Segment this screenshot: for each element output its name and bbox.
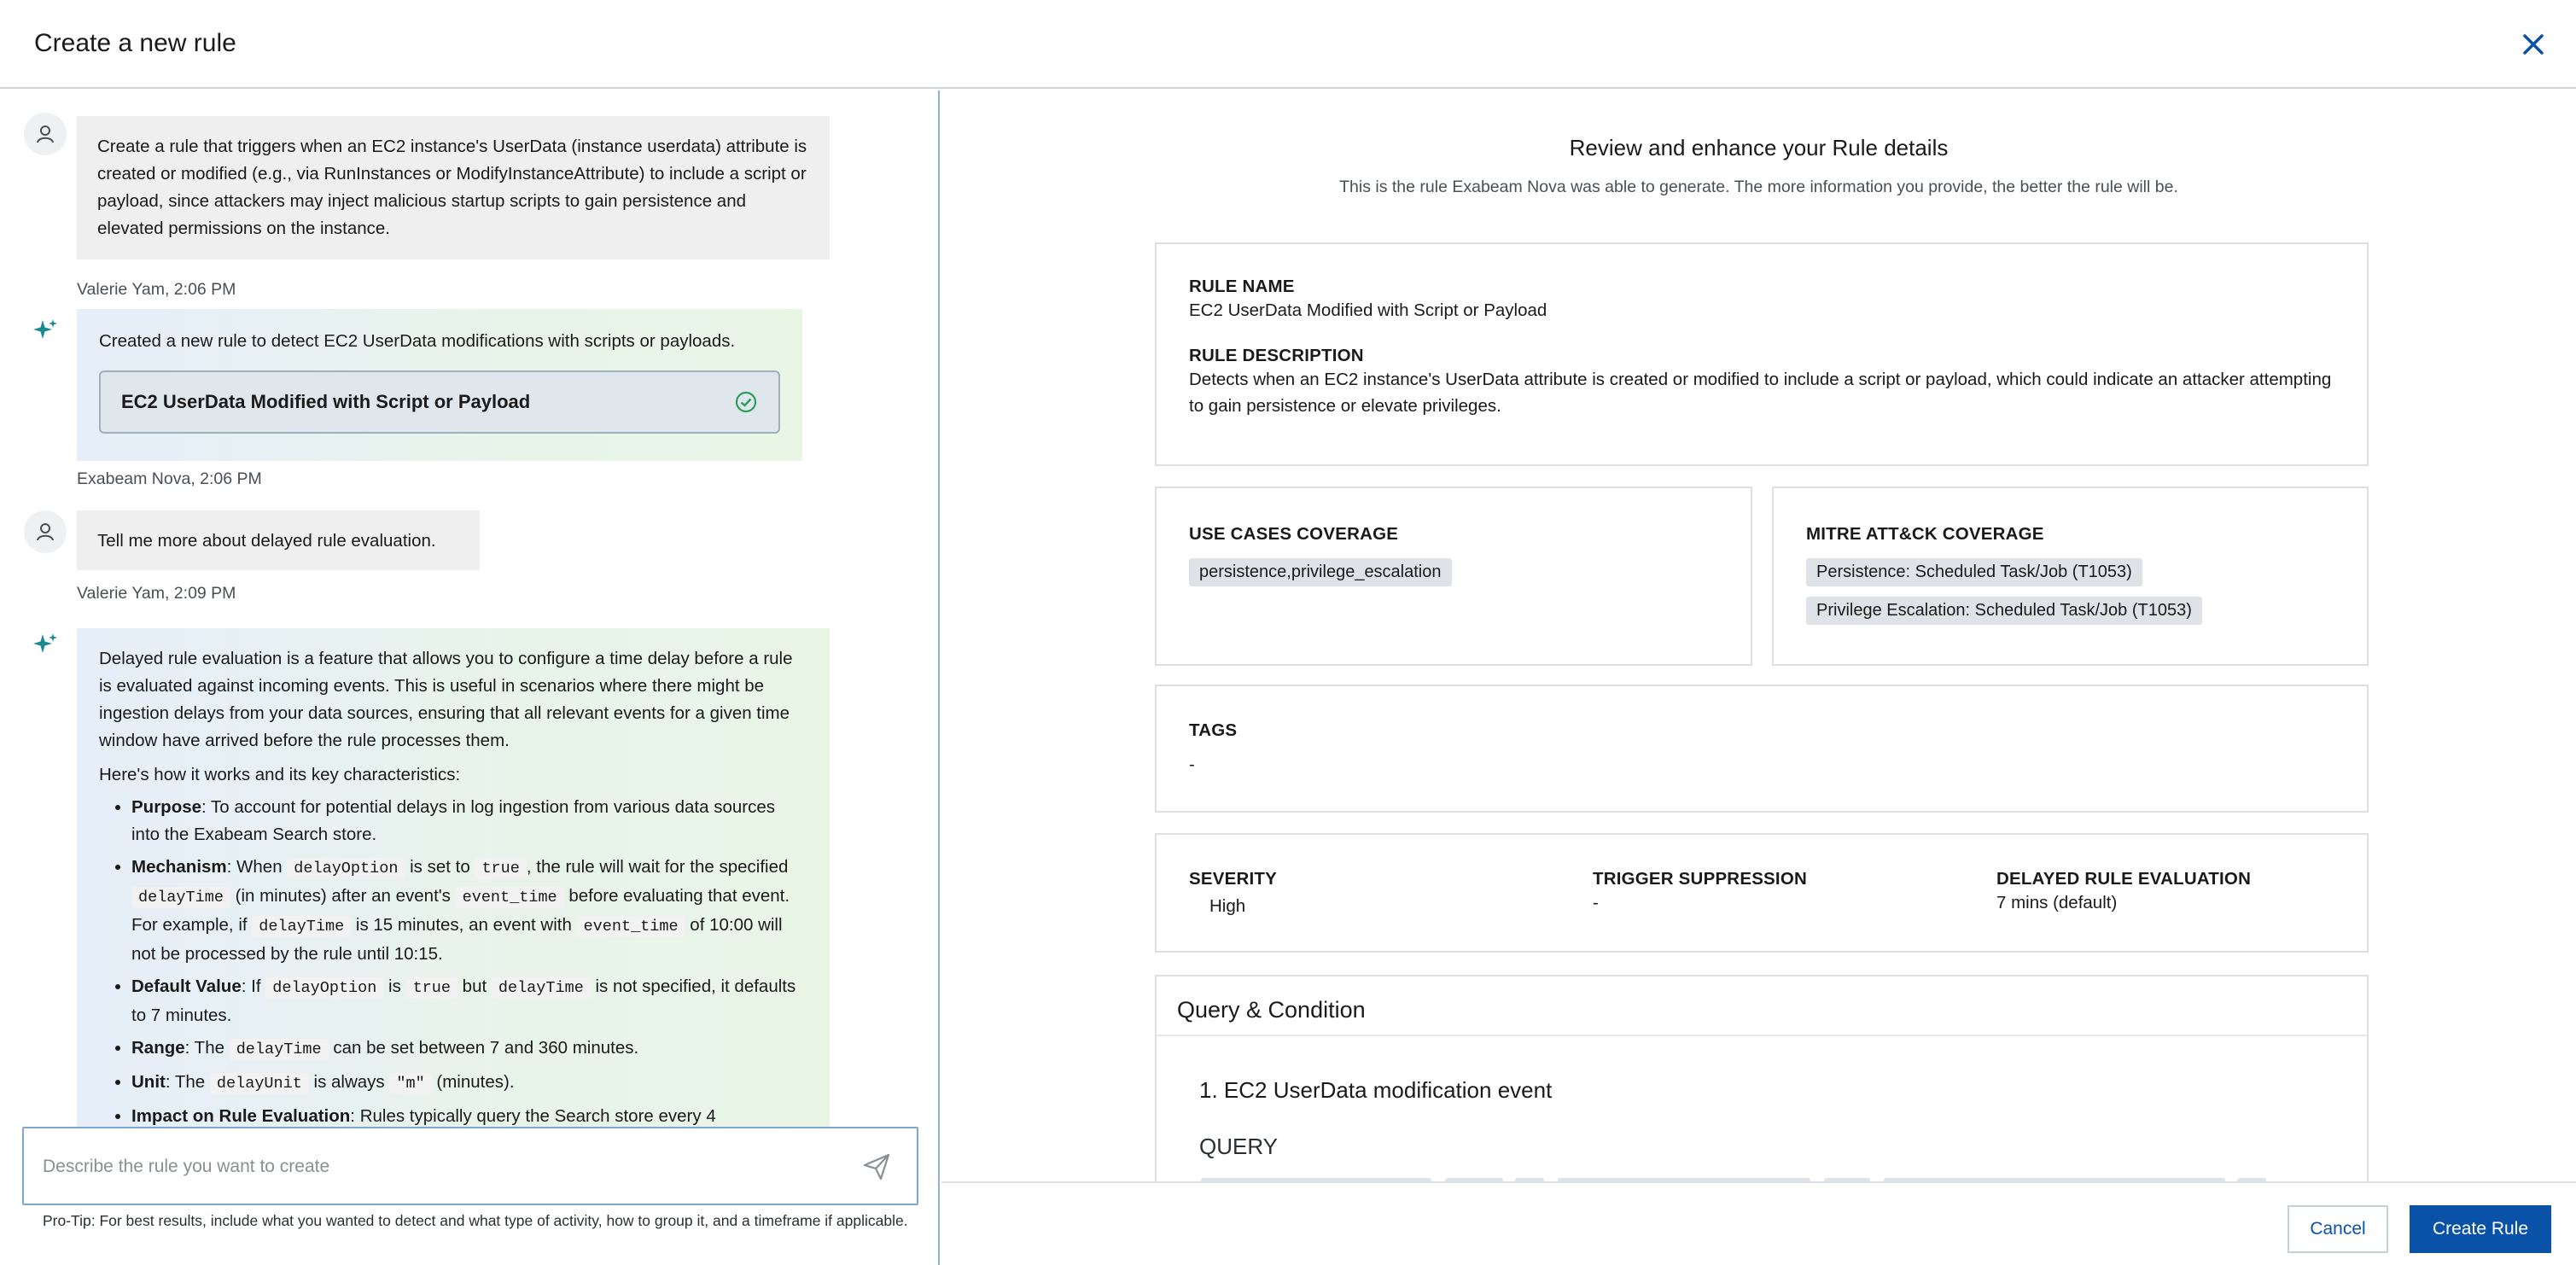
user-message-bubble: Tell me more about delayed rule evaluation. [77,510,480,570]
user-message-bubble: Create a rule that triggers when an EC2 instance's UserData (instance userdata) attribute is created or modified (e.g., via RunInstances or ModifyInstanceAttribute) to include a script or payload, since attackers may inject malicious startup scripts to gain persistence and elevated permissions on the instance. [77,116,830,259]
sparkle-icon [24,309,67,352]
generated-rule-card[interactable] [99,370,780,434]
close-icon[interactable] [2516,27,2550,61]
tags-label: TAGS [1189,720,1238,740]
list-item: • Unit: The delayUnit is always "m" (minutes). [131,1069,807,1098]
cancel-button[interactable]: Cancel [2288,1205,2388,1253]
chat-panel [0,90,940,1265]
rule-card-title: EC2 UserData Modified with Script or Payload [121,391,531,412]
severity-value: High [1209,896,1246,916]
query-item-title: 1. EC2 UserData modification event [1199,1077,1553,1103]
rule-prompt-input[interactable] [43,1149,845,1185]
message-meta: Valerie Yam, 2:06 PM [77,280,236,299]
rule-name-value: EC2 UserData Modified with Script or Payload [1189,300,1547,320]
delayed-evaluation-label: DELAYED RULE EVALUATION [1996,869,2252,889]
query-condition-card[interactable] [1155,975,2369,1197]
user-avatar-icon [24,113,67,155]
use-cases-card[interactable] [1155,487,1752,666]
review-panel [941,90,2576,1265]
list-item: • Default Value: If delayOption is true but delayTime is not specified, it defaults to 7 minutes. [131,973,807,1029]
tags-value: - [1189,755,1195,774]
chat-history[interactable] [0,90,939,1126]
ai-bullet-list [99,794,807,1130]
prompt-composer [22,1127,918,1205]
check-circle-icon [734,390,758,414]
mitre-card[interactable] [1772,487,2369,666]
message-meta: Exabeam Nova, 2:06 PM [77,469,262,488]
list-item: • Purpose: To account for potential delays in log ingestion from various data sources into the Exabeam Search store. [131,794,807,848]
rule-description-label: RULE DESCRIPTION [1189,346,1364,365]
sparkle-icon [24,623,67,666]
dialog-footer [941,1181,2576,1265]
ai-message-bubble [77,628,830,1157]
mitre-tag: Persistence: Scheduled Task/Job (T1053) [1806,558,2142,586]
severity-label: SEVERITY [1189,869,1277,889]
ai-message-subintro: Here's how it works and its key characteristics: [99,765,461,784]
mitre-label: MITRE ATT&CK COVERAGE [1806,524,2044,544]
trigger-suppression-label: TRIGGER SUPPRESSION [1593,869,1807,889]
ai-message-intro: Delayed rule evaluation is a feature that allows you to configure a time delay before a rule is evaluated against incoming events. This is useful in scenarios where there might be ingestion delays from your data sources, ensuring that all relevant events for a given time window have arrived before the rule processes them. [99,649,793,750]
review-title: Review and enhance your Rule details [1569,135,1949,160]
list-item: • Impact on Rule Evaluation: Rules typically query the Search store every 4 [131,1103,807,1130]
send-icon[interactable] [860,1151,893,1183]
trigger-suppression-value: - [1593,893,1599,912]
create-rule-button[interactable]: Create Rule [2410,1205,2551,1253]
dialog-title: Create a new rule [34,29,236,57]
mitre-tag: Privilege Escalation: Scheduled Task/Job (T1053) [1806,597,2202,625]
user-avatar-icon [24,510,67,553]
dialog-header [0,0,2576,89]
delayed-evaluation-value: 7 mins (default) [1996,893,2118,912]
settings-card[interactable] [1155,833,2369,953]
rule-name-label: RULE NAME [1189,277,1295,296]
list-item: • Mechanism: When delayOption is set to true , the rule will wait for the specified delayTime (in minutes) after an event's event_time before evaluating that event. For example, if delayTime is 15 minutes, an event with event_time of 10:00 will not be processed by the rule until 10:15. [131,854,807,968]
rule-details-card[interactable] [1155,242,2369,466]
use-cases-label: USE CASES COVERAGE [1189,524,1399,544]
rule-description-value: Detects when an EC2 instance's UserData attribute is created or modified to include a script or payload, which could indicate an attacker attempting to gain persistence or elevate privileges. [1189,370,2332,416]
query-label: QUERY [1199,1134,1278,1159]
list-item: • Range: The delayTime can be set between 7 and 360 minutes. [131,1035,807,1064]
tags-card[interactable] [1155,685,2369,813]
use-case-tag: persistence,privilege_escalation [1189,558,1452,586]
message-meta: Valerie Yam, 2:09 PM [77,584,236,603]
review-subtitle: This is the rule Exabeam Nova was able to generate. The more information you provide, the better the rule will be. [1339,178,2178,196]
pro-tip-text: Pro-Tip: For best results, include what you wanted to detect and what type of activity, how to group it, and a timeframe if applicable. [43,1212,908,1229]
ai-message-bubble [77,309,802,461]
query-section-title: Query & Condition [1177,997,1366,1023]
ai-message-text: Created a new rule to detect EC2 UserData modifications with scripts or payloads. [99,331,736,351]
